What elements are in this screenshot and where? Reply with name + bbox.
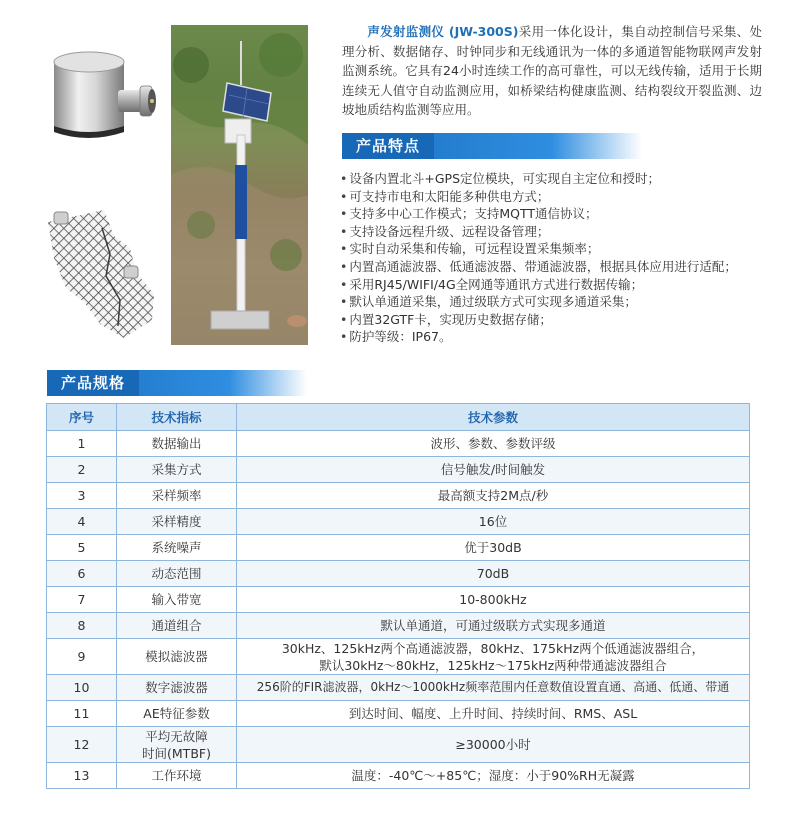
spec-item-name-line: 时间(MTBF): [142, 745, 211, 761]
spec-row-number: 10: [47, 675, 117, 701]
spec-item-name-line: AE特征参数: [143, 706, 210, 721]
spec-item-name-line: 采样精度: [151, 514, 202, 529]
product-intro-text: 采用一体化设计，集自动控制信号采集、处理分析、数据储存、时钟同步和无线通讯为一体的多通道智能物联网声发射监测系统。它具有24小时连续工作的高可靠性，可以无线传输，适用于长期连续无人值守自动监测应用，如桥梁结构健康监测、结构裂纹开裂监测、边坡地质结构监测等应用。: [342, 24, 762, 117]
spec-item-value: [237, 701, 750, 727]
spec-row-number: 4: [47, 509, 117, 535]
spec-item-value: [237, 535, 750, 561]
feature-item: [340, 170, 780, 188]
features-section-title: 产品特点: [342, 133, 434, 159]
bullet-icon: •: [340, 329, 348, 345]
spec-table-row: [47, 701, 750, 727]
spec-table-header-row: [47, 404, 750, 431]
spec-item-name-line: 采集方式: [151, 462, 202, 477]
spec-row-number: 3: [47, 483, 117, 509]
spec-table-row: [47, 483, 750, 509]
spec-item-value: [237, 431, 750, 457]
bullet-icon: •: [340, 223, 348, 239]
spec-item-value: [237, 763, 750, 789]
spec-table-row: [47, 561, 750, 587]
spec-item-value: [237, 613, 750, 639]
spec-item-name: [117, 535, 237, 561]
sensor-image: [48, 40, 160, 152]
feature-text: 默认单通道采集，通过级联方式可实现多通道采集；: [349, 294, 637, 310]
bullet-icon: •: [340, 206, 348, 222]
spec-row-number: 11: [47, 701, 117, 727]
feature-item: [340, 311, 780, 329]
bullet-icon: •: [340, 171, 348, 186]
spec-item-value-line: 最高额支持2M点/秒: [437, 488, 549, 503]
feature-item: [340, 293, 780, 311]
feature-list: [340, 170, 780, 346]
spec-row-number: 1: [47, 431, 117, 457]
spec-section-header: [47, 370, 307, 396]
bullet-icon: •: [340, 188, 348, 204]
spec-item-name-line: 输入带宽: [151, 592, 202, 607]
spec-table-row: [47, 587, 750, 613]
spec-item-value: [237, 561, 750, 587]
feature-item: [340, 258, 780, 276]
spec-item-name-line: 系统噪声: [151, 540, 202, 555]
spec-item-name: [117, 509, 237, 535]
feature-item: [340, 223, 780, 241]
spec-item-value-line: 波形、参数、参数评级: [430, 436, 556, 451]
spec-item-name-line: 采样频率: [151, 488, 202, 503]
spec-table-row: [47, 639, 750, 675]
spec-table-row: [47, 509, 750, 535]
spec-item-name: [117, 431, 237, 457]
spec-item-name: [117, 701, 237, 727]
header-item: 技术指标: [117, 404, 237, 431]
feature-item: [340, 188, 780, 206]
feature-text: 采用RJ45/WIFI/4G全网通等通讯方式进行数据传输；: [349, 276, 644, 292]
spec-table: [46, 403, 750, 789]
spec-item-name: [117, 613, 237, 639]
spec-table-row: [47, 431, 750, 457]
spec-table-row: [47, 763, 750, 789]
feature-text: 支持多中心工作模式；支持MQTT通信协议；: [349, 206, 598, 222]
spec-row-number: 8: [47, 613, 117, 639]
spec-item-value-line: 默认30kHz～80kHz，125kHz～175kHz两种带通滤波器组合: [319, 657, 667, 673]
spec-item-name-line: 工作环境: [151, 768, 202, 783]
spec-item-value-line: 温度：-40℃～+85℃；湿度：小于90%RH无凝露: [351, 768, 635, 783]
bullet-icon: •: [340, 276, 348, 292]
spec-item-value-line: ≥30000小时: [455, 737, 531, 752]
spec-row-number: 2: [47, 457, 117, 483]
field-installation-photo: [171, 25, 308, 345]
spec-item-name: [117, 587, 237, 613]
spec-item-value-line: 256阶的FIR滤波器，0kHz～1000kHz频率范围内任意数值设置直通、高通、低通、带通: [256, 680, 730, 694]
spec-row-number: 7: [47, 587, 117, 613]
feature-item: [340, 205, 780, 223]
spec-table-row: [47, 457, 750, 483]
spec-item-value-line: 16位: [478, 514, 508, 529]
feature-text: 设备内置北斗+GPS定位模块，可实现自主定位和授时；: [349, 171, 661, 186]
feature-text: 支持设备远程升级、远程设备管理；: [349, 223, 550, 239]
feature-text: 防护等级：IP67。: [349, 329, 452, 345]
spec-item-value: [237, 587, 750, 613]
feature-text: 内置32GTF卡，实现历史数据存储；: [349, 311, 552, 327]
spec-item-name: [117, 675, 237, 701]
product-name: 声发射监测仪 (JW-300S): [367, 24, 519, 39]
spec-item-value: [237, 639, 750, 675]
spec-item-value-line: 优于30dB: [464, 540, 522, 555]
spec-row-number: 9: [47, 639, 117, 675]
features-section-header: [342, 133, 642, 159]
spec-item-value-line: 到达时间、幅度、上升时间、持续时间、RMS、ASL: [348, 706, 638, 721]
spec-item-value-line: 默认单通道，可通过级联方式实现多通道: [380, 618, 606, 633]
header-param: 技术参数: [237, 404, 750, 431]
spec-item-value: [237, 457, 750, 483]
spec-row-number: 13: [47, 763, 117, 789]
spec-item-name-line: 通道组合: [151, 618, 202, 633]
spec-item-name: [117, 457, 237, 483]
bullet-icon: •: [340, 294, 348, 310]
spec-table-row: [47, 613, 750, 639]
spec-item-name-line: 模拟滤波器: [145, 649, 208, 664]
feature-text: 可支持市电和太阳能多种供电方式；: [349, 188, 550, 204]
spec-table-row: [47, 727, 750, 763]
bullet-icon: •: [340, 311, 348, 327]
spec-item-name: [117, 727, 237, 763]
spec-item-name-line: 动态范围: [151, 566, 202, 581]
feature-item: [340, 240, 780, 258]
spec-row-number: 6: [47, 561, 117, 587]
feature-text: 内置高通滤波器、低通滤波器、带通滤波器，根据具体应用进行适配；: [349, 258, 737, 274]
spec-item-value-line: 10-800kHz: [459, 592, 527, 607]
spec-table-row: [47, 535, 750, 561]
spec-item-value: [237, 483, 750, 509]
spec-item-name-line: 平均无故障: [145, 728, 208, 744]
spec-item-name-line: 数据输出: [151, 436, 202, 451]
header-no: 序号: [47, 404, 117, 431]
spec-item-name: [117, 639, 237, 675]
spec-table-row: [47, 675, 750, 701]
feature-item: [340, 328, 780, 346]
spec-row-number: 12: [47, 727, 117, 763]
spec-item-name: [117, 561, 237, 587]
spec-item-name-line: 数字滤波器: [145, 680, 208, 695]
spec-item-name: [117, 483, 237, 509]
product-intro: [342, 22, 762, 120]
spec-item-value: [237, 509, 750, 535]
spec-row-number: 5: [47, 535, 117, 561]
spec-section-title: 产品规格: [47, 370, 139, 396]
spec-item-value: [237, 675, 750, 701]
spec-item-value: [237, 727, 750, 763]
bullet-icon: •: [340, 258, 348, 274]
spec-item-value-line: 30kHz、125kHz两个高通滤波器，80kHz、175kHz两个低通滤波器组合，: [281, 640, 705, 656]
mesh-installation-image: [44, 208, 156, 340]
bullet-icon: •: [340, 241, 348, 257]
feature-text: 实时自动采集和传输，可远程设置采集频率；: [349, 241, 600, 257]
spec-item-value-line: 70dB: [476, 566, 510, 581]
spec-item-name: [117, 763, 237, 789]
feature-item: [340, 276, 780, 294]
spec-item-value-line: 信号触发/时间触发: [440, 462, 546, 477]
